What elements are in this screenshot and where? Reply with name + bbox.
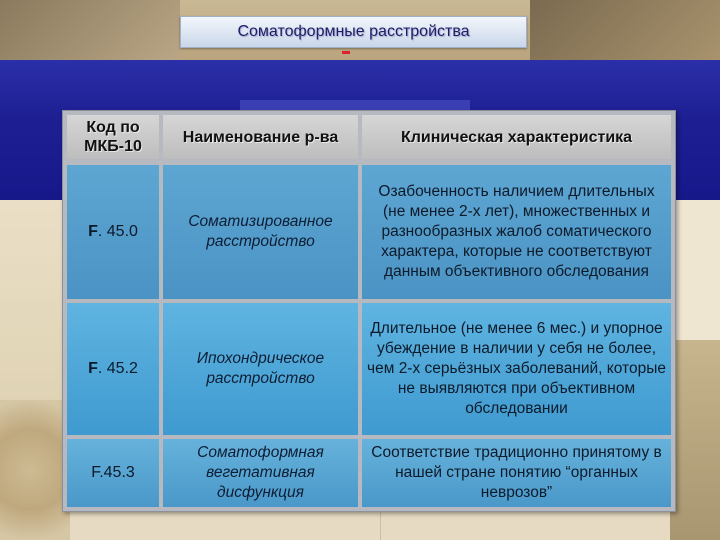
row-2-code-prefix: F <box>88 360 98 377</box>
background-photo-bottom-left <box>0 400 70 540</box>
row-1-name: Соматизированное расстройство <box>163 165 358 299</box>
title-marker <box>342 51 350 54</box>
row-3-code <box>67 439 159 507</box>
slide-title-box <box>180 16 527 48</box>
row-1-description: Озабоченность наличием длительных (не менее 2-х лет), множественных и разнообразных жалоб соматического характера, которые не соответствуют данным объективного обследования <box>362 165 671 299</box>
row-2-code-suffix: . 45.2 <box>97 360 138 377</box>
background-photo-top-left <box>0 0 180 60</box>
row-2-code <box>67 303 159 435</box>
slide-title: Соматоформные расстройства <box>237 23 470 40</box>
row-3-description: Соответствие традиционно принятому в нашей стране понятию “органных неврозов” <box>362 439 671 507</box>
header-code: Код по МКБ-10 <box>67 115 159 159</box>
background-panel-right <box>675 200 720 340</box>
row-1-code-prefix: F <box>88 223 98 240</box>
row-2-description: Длительное (не менее 6 мес.) и упорное убеждение в наличии у себя не более, чем 2-х серьёзных заболеваний, которые не выявляются при объективном обследовании <box>362 303 671 435</box>
row-2-name: Ипохондрическое расстройство <box>163 303 358 435</box>
row-1-code <box>67 165 159 299</box>
header-name: Наименование р-ва <box>163 115 358 159</box>
row-1-code-suffix: . 45.0 <box>97 223 138 240</box>
background-photo-top-right <box>530 0 720 60</box>
row-3-name: Соматоформная вегетативная дисфункция <box>163 439 358 507</box>
row-3-code-suffix: F.45.3 <box>91 464 135 481</box>
header-characteristic: Клиническая характеристика <box>362 115 671 159</box>
background-panel-bottom <box>70 510 670 540</box>
disorders-table <box>62 110 676 512</box>
